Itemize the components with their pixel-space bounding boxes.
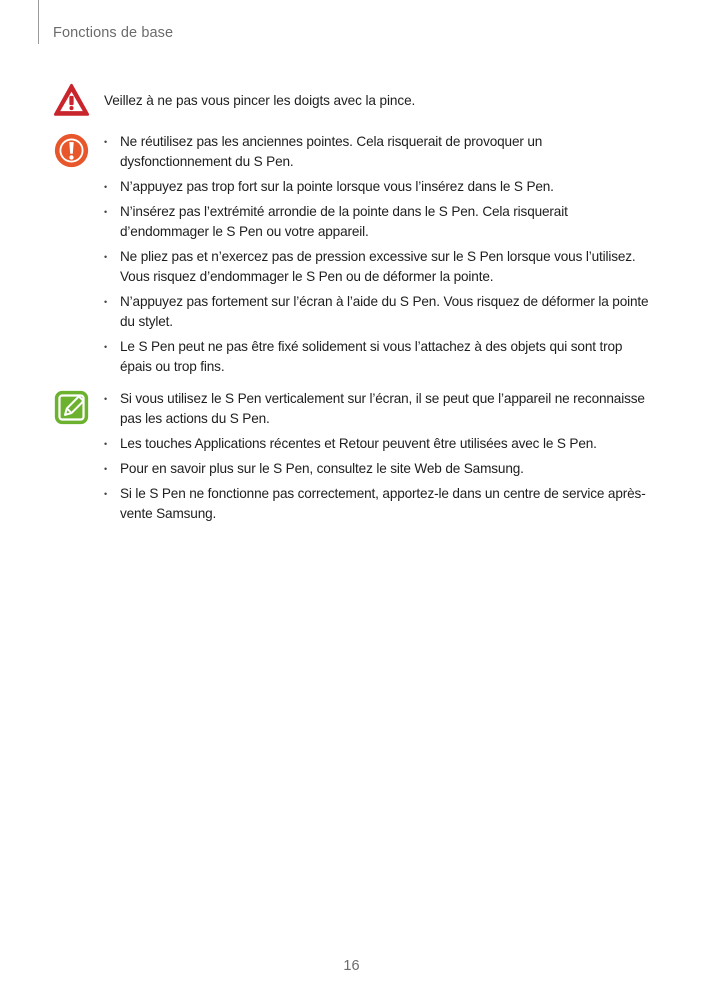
header-divider bbox=[38, 0, 39, 44]
list-item: • Si le S Pen ne fonctionne pas correctement, apportez-le dans un centre de service après-vente Samsung. bbox=[104, 484, 656, 524]
list-item: • Le S Pen peut ne pas être fixé solidement si vous l’attachez à des objets qui sont trop épais ou trop fins. bbox=[104, 337, 656, 377]
caution-list bbox=[104, 132, 656, 382]
list-item: • N’insérez pas l’extrémité arrondie de la pointe dans le S Pen. Cela risquerait d’endommager le S Pen ou votre appareil. bbox=[104, 202, 656, 242]
page-number: 16 bbox=[343, 958, 360, 974]
note-pencil-icon bbox=[53, 389, 90, 426]
list-item: • Pour en savoir plus sur le S Pen, consultez le site Web de Samsung. bbox=[104, 459, 656, 479]
exclamation-circle-icon bbox=[53, 132, 90, 169]
list-item: • Ne réutilisez pas les anciennes pointes. Cela risquerait de provoquer un dysfonctionnement du S Pen. bbox=[104, 132, 656, 172]
list-item: • N’appuyez pas fortement sur l’écran à l’aide du S Pen. Vous risquez de déformer la pointe du stylet. bbox=[104, 292, 656, 332]
list-item: • N’appuyez pas trop fort sur la pointe lorsque vous l’insérez dans le S Pen. bbox=[104, 177, 656, 197]
section-title: Fonctions de base bbox=[53, 25, 174, 41]
list-item: • Si vous utilisez le S Pen verticalement sur l’écran, il se peut que l’appareil ne reconnaisse pas les actions du S Pen. bbox=[104, 389, 656, 429]
list-item: • Les touches Applications récentes et Retour peuvent être utilisées avec le S Pen. bbox=[104, 434, 656, 454]
warning-triangle-icon bbox=[53, 82, 90, 119]
warning-text: Veillez à ne pas vous pincer les doigts avec la pince. bbox=[104, 93, 416, 108]
note-list bbox=[104, 389, 656, 529]
list-item: • Ne pliez pas et n’exercez pas de pression excessive sur le S Pen lorsque vous l’utilisez. Vous risquez d’endommager le S Pen ou de déformer la pointe. bbox=[104, 247, 656, 287]
